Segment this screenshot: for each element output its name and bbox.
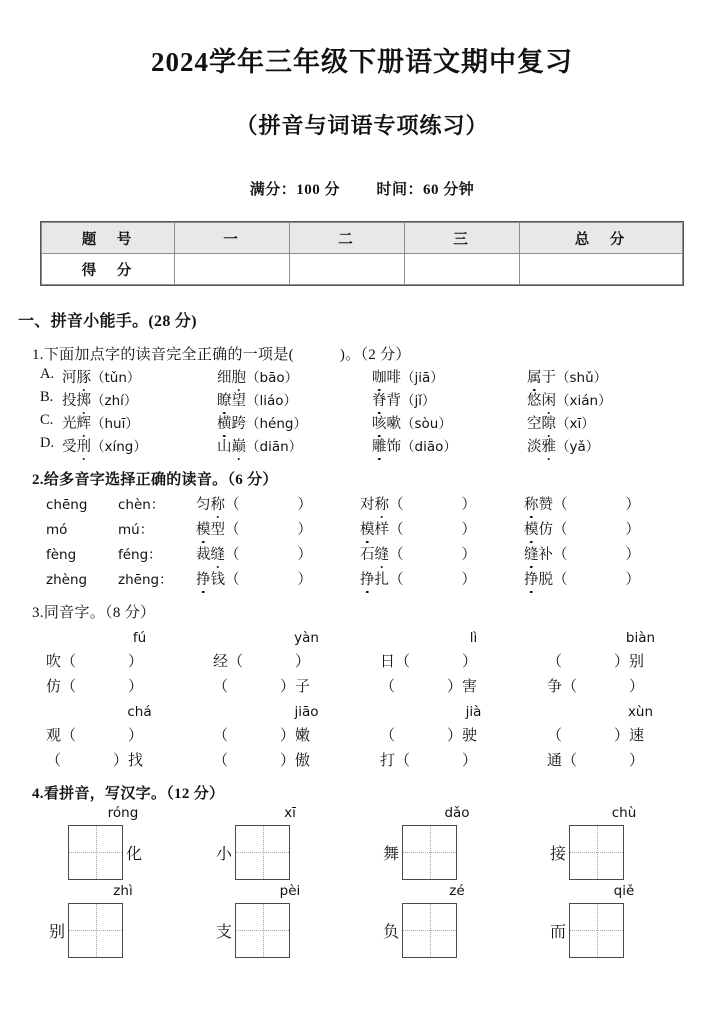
blank-post: ）害 xyxy=(447,679,478,695)
word-post: 型 xyxy=(210,522,225,538)
choice-row-b xyxy=(40,389,724,410)
score-table-col-2: 二 xyxy=(290,223,405,254)
blank-post: ）子 xyxy=(280,679,311,695)
blank-pre: （ xyxy=(380,679,396,695)
score-cell-total[interactable] xyxy=(520,254,683,285)
word-post: 跨 xyxy=(231,416,246,432)
write-char-cell xyxy=(374,823,541,881)
homophone-pinyin: xùn xyxy=(627,704,654,720)
word-pinyin: （jǐ） xyxy=(401,393,436,409)
write-char-pinyin: zé xyxy=(449,883,465,899)
polyphone-pinyin-1: fèng xyxy=(46,547,77,563)
choice-item xyxy=(527,435,682,456)
word-dotted-char: 咳 xyxy=(372,412,387,433)
homophone-blank[interactable] xyxy=(380,749,547,770)
word-dotted-char: 瞭 xyxy=(217,389,232,410)
blank-pre: （ xyxy=(547,728,563,744)
word-pre: 河 xyxy=(62,370,77,386)
blank-post: ）嫩 xyxy=(280,728,311,744)
homophone-pinyin: jià xyxy=(465,704,482,720)
homophone-blank[interactable] xyxy=(213,675,380,696)
word-pre: 受 xyxy=(62,439,77,455)
word-dotted-char: 属 xyxy=(527,366,542,387)
choice-item xyxy=(527,366,682,387)
word-post: 赞 xyxy=(538,497,553,513)
blank-post: ）驶 xyxy=(447,728,478,744)
score-cell-1[interactable] xyxy=(175,254,290,285)
word-dotted-char: 缝 xyxy=(211,543,226,564)
word-pre: 山 xyxy=(217,439,232,455)
choice-item xyxy=(372,389,527,410)
blank-pre: （ xyxy=(213,679,229,695)
page-title: 2024学年三年级下册语文期中复习 xyxy=(151,47,573,77)
table-row xyxy=(42,254,683,285)
blank-pre: （ xyxy=(380,728,396,744)
homophone-pinyin: yàn xyxy=(294,630,319,646)
homophone-blank[interactable] xyxy=(547,650,714,671)
word-dotted-char: 挣 xyxy=(524,568,539,589)
write-char-pinyin: pèi xyxy=(279,883,301,899)
homophone-pinyin: jiāo xyxy=(294,704,319,720)
word-pre: 裁 xyxy=(196,547,211,563)
write-char-cell xyxy=(541,901,708,959)
write-char-pinyin-row xyxy=(40,805,724,821)
character-grid-box[interactable] xyxy=(68,825,123,880)
polyphone-pinyin-2: mú： xyxy=(118,522,154,538)
polyphone-pinyin-2: chèn： xyxy=(118,497,165,513)
polyphone-word[interactable]: 裁缝（ ） xyxy=(196,543,360,564)
word-pre: 淡 xyxy=(527,439,542,455)
write-char-cell xyxy=(374,883,541,899)
homophone-blank[interactable] xyxy=(213,650,380,671)
write-char-pinyin: róng xyxy=(107,805,139,821)
write-char-pinyin: xī xyxy=(284,805,296,821)
blank-post: ）傲 xyxy=(280,753,311,769)
homophone-blank[interactable] xyxy=(46,724,213,745)
polyphone-row xyxy=(46,493,724,514)
word-dotted-char: 模 xyxy=(360,518,375,539)
character-grid-box[interactable] xyxy=(68,903,123,958)
word-pinyin: （huī） xyxy=(91,416,139,432)
score-table-col-total: 总 分 xyxy=(520,223,683,254)
polyphone-word[interactable]: 挣钱（ ） xyxy=(196,568,360,589)
character-grid-box[interactable] xyxy=(235,903,290,958)
homophone-pinyin: chá xyxy=(127,704,152,720)
choice-item xyxy=(62,435,217,456)
choice-row-c xyxy=(40,412,724,433)
polyphone-word[interactable]: 称赞（ ） xyxy=(524,493,688,514)
homophone-pinyin-row xyxy=(56,704,724,720)
choice-item xyxy=(217,435,372,456)
choice-item xyxy=(217,366,372,387)
polyphone-word[interactable]: 模型（ ） xyxy=(196,518,360,539)
write-char-cell xyxy=(40,805,207,821)
blank-post: ） xyxy=(128,728,144,744)
write-char-cell xyxy=(40,883,207,899)
polyphone-row xyxy=(46,518,724,539)
word-dotted-char: 咖 xyxy=(372,366,387,387)
word-post: 背 xyxy=(386,393,401,409)
blank-pre: 通（ xyxy=(547,753,578,769)
homophone-row xyxy=(46,650,724,671)
write-char-cell xyxy=(374,805,541,821)
write-char-pinyin: zhì xyxy=(113,883,133,899)
word-pinyin: （héng） xyxy=(246,416,307,432)
word-pre: 对 xyxy=(360,497,375,513)
word-dotted-char: 隙 xyxy=(542,412,557,433)
homophone-blank[interactable] xyxy=(46,650,213,671)
word-dotted-char: 横 xyxy=(217,412,232,433)
homophone-blank[interactable] xyxy=(46,675,213,696)
word-pre: 光 xyxy=(62,416,77,432)
word-dotted-char: 挣 xyxy=(360,568,375,589)
write-char-prefix: 而 xyxy=(549,923,566,941)
blank-pre: 日（ xyxy=(380,654,411,670)
question-2-prompt: 2.给多音字选择正确的读音。（6 分） xyxy=(32,472,278,488)
page-subtitle: （拼音与词语专项练习） xyxy=(235,113,489,138)
blank-post: ）别 xyxy=(614,654,645,670)
word-pinyin: （tǔn） xyxy=(91,370,141,386)
word-dotted-char: 称 xyxy=(211,493,226,514)
polyphone-row xyxy=(46,543,724,564)
word-post: 样 xyxy=(374,522,389,538)
word-dotted-char: 称 xyxy=(524,493,539,514)
choice-item xyxy=(217,389,372,410)
word-dotted-char: 挣 xyxy=(196,568,211,589)
write-char-pinyin: chù xyxy=(611,805,637,821)
homophone-row xyxy=(46,724,724,745)
choice-label-a: A. xyxy=(40,366,55,382)
word-dotted-char: 胞 xyxy=(232,366,247,387)
question-4-prompt: 4.看拼音，写汉字。（12 分） xyxy=(32,786,225,802)
blank-pre: （ xyxy=(46,753,62,769)
choice-item xyxy=(217,412,372,433)
homophone-blank[interactable] xyxy=(380,675,547,696)
write-char-pinyin: qiě xyxy=(613,883,635,899)
polyphone-pinyin-2: zhēng： xyxy=(118,572,173,588)
question-3-prompt: 3.同音字。（8 分） xyxy=(32,605,156,621)
word-post: 仿 xyxy=(538,522,553,538)
choice-item xyxy=(62,389,217,410)
word-post: 扎 xyxy=(374,572,389,588)
word-dotted-char: 巅 xyxy=(232,435,247,456)
choice-item xyxy=(372,412,527,433)
word-pinyin: （yǎ） xyxy=(556,439,600,455)
score-cell-2[interactable] xyxy=(290,254,405,285)
write-char-cell xyxy=(374,901,541,959)
blank-pre: （ xyxy=(213,728,229,744)
polyphone-word[interactable]: 石缝（ ） xyxy=(360,543,524,564)
word-dotted-char: 刑 xyxy=(77,435,92,456)
full-score-text: 满分：100 分 xyxy=(249,182,340,198)
word-post: 钱 xyxy=(210,572,225,588)
homophone-blank[interactable] xyxy=(213,724,380,745)
homophone-blank[interactable] xyxy=(380,724,547,745)
write-char-cell xyxy=(207,883,374,899)
word-post: 啡 xyxy=(386,370,401,386)
write-char-cell xyxy=(541,883,708,899)
word-pre: 空 xyxy=(527,416,542,432)
blank-pre: 打（ xyxy=(380,753,411,769)
write-char-cell xyxy=(207,805,374,821)
homophone-pinyin-row xyxy=(56,630,724,646)
polyphone-word[interactable]: 模样（ ） xyxy=(360,518,524,539)
word-dotted-char: 缝 xyxy=(375,543,390,564)
word-pinyin: （xíng） xyxy=(91,439,147,455)
blank-post: ） xyxy=(462,654,478,670)
question-1-prompt: 1.下面加点字的读音完全正确的一项是( )。（2 分） xyxy=(32,347,411,363)
blank-post: ）速 xyxy=(614,728,645,744)
word-post: 脱 xyxy=(538,572,553,588)
blank-pre: 仿（ xyxy=(46,679,77,695)
character-grid-box[interactable] xyxy=(569,825,624,880)
word-post: 于 xyxy=(541,370,556,386)
homophone-pinyin: fú xyxy=(132,630,147,646)
word-dotted-char: 脊 xyxy=(372,389,387,410)
word-dotted-char: 模 xyxy=(524,518,539,539)
score-table xyxy=(40,221,684,286)
write-char-cell xyxy=(207,901,374,959)
table-row xyxy=(42,223,683,254)
blank-pre: （ xyxy=(213,753,229,769)
blank-post: ）找 xyxy=(113,753,144,769)
choice-item xyxy=(527,389,682,410)
homophone-blank[interactable] xyxy=(547,724,714,745)
write-char-suffix: 化 xyxy=(125,845,142,863)
word-pinyin: （xián） xyxy=(556,393,612,409)
polyphone-pinyin-2: féng： xyxy=(118,547,162,563)
write-char-pinyin-row xyxy=(40,883,724,899)
choice-label-d: D. xyxy=(40,435,55,451)
polyphone-pinyin-1: chēng xyxy=(46,497,88,513)
blank-pre: （ xyxy=(547,654,563,670)
blank-pre: 争（ xyxy=(547,679,578,695)
score-cell-3[interactable] xyxy=(405,254,520,285)
score-table-col-1: 一 xyxy=(175,223,290,254)
word-dotted-char: 雕 xyxy=(372,435,387,456)
word-post: 补 xyxy=(538,547,553,563)
write-char-box-row xyxy=(40,823,724,881)
word-pre: 匀 xyxy=(196,497,211,513)
blank-post: ） xyxy=(462,753,478,769)
homophone-blank[interactable] xyxy=(547,749,714,770)
section-heading-1: 一、拼音小能手。(28 分) xyxy=(18,313,197,330)
choice-item xyxy=(62,412,217,433)
polyphone-word[interactable]: 模仿（ ） xyxy=(524,518,688,539)
write-char-cell xyxy=(207,823,374,881)
word-pinyin: （liáo） xyxy=(246,393,298,409)
score-table-label-score: 得 分 xyxy=(42,254,175,285)
word-pre: 投 xyxy=(62,393,77,409)
word-dotted-char: 掷 xyxy=(77,389,92,410)
homophone-pinyin: biàn xyxy=(625,630,656,646)
exam-meta xyxy=(0,140,724,199)
word-post: 嗽 xyxy=(386,416,401,432)
blank-post: ） xyxy=(128,679,144,695)
word-pinyin: （bāo） xyxy=(246,370,299,386)
score-table-col-3: 三 xyxy=(405,223,520,254)
choice-label-c: C. xyxy=(40,412,54,428)
word-pinyin: （sòu） xyxy=(401,416,452,432)
choice-label-b: B. xyxy=(40,389,54,405)
word-pinyin: （jiā） xyxy=(401,370,444,386)
polyphone-word[interactable]: 挣扎（ ） xyxy=(360,568,524,589)
character-grid-box[interactable] xyxy=(402,825,457,880)
word-post: 饰 xyxy=(386,439,401,455)
homophone-blank[interactable] xyxy=(380,650,547,671)
write-char-prefix: 舞 xyxy=(382,845,399,863)
choice-item xyxy=(372,435,527,456)
polyphone-word[interactable]: 对称（ ） xyxy=(360,493,524,514)
word-pinyin: （shǔ） xyxy=(556,370,608,386)
word-pinyin: （diān） xyxy=(246,439,303,455)
blank-pre: 经（ xyxy=(213,654,244,670)
word-pinyin: （xī） xyxy=(556,416,595,432)
word-pinyin: （diāo） xyxy=(401,439,457,455)
write-char-cell xyxy=(541,805,708,821)
write-char-prefix: 接 xyxy=(549,845,566,863)
write-char-cell xyxy=(541,823,708,881)
word-dotted-char: 模 xyxy=(196,518,211,539)
word-pre: 悠 xyxy=(527,393,542,409)
word-pre: 细 xyxy=(217,370,232,386)
write-char-cell xyxy=(40,901,207,959)
polyphone-word[interactable]: 缝补（ ） xyxy=(524,543,688,564)
word-dotted-char: 闲 xyxy=(542,389,557,410)
homophone-row xyxy=(46,675,724,696)
blank-pre: 吹（ xyxy=(46,654,77,670)
word-dotted-char: 辉 xyxy=(77,412,92,433)
word-dotted-char: 称 xyxy=(375,493,390,514)
blank-post: ） xyxy=(128,654,144,670)
write-char-cell xyxy=(40,823,207,881)
write-char-pinyin: dǎo xyxy=(444,805,470,821)
homophone-row xyxy=(46,749,724,770)
blank-post: ） xyxy=(295,654,311,670)
polyphone-pinyin-1: zhèng xyxy=(46,572,88,588)
polyphone-word[interactable]: 匀称（ ） xyxy=(196,493,360,514)
score-table-label-number: 题 号 xyxy=(42,223,175,254)
character-grid-box[interactable] xyxy=(402,903,457,958)
character-grid-box[interactable] xyxy=(569,903,624,958)
word-dotted-char: 缝 xyxy=(524,543,539,564)
homophone-blank[interactable] xyxy=(547,675,714,696)
write-char-prefix: 别 xyxy=(48,923,65,941)
choice-item xyxy=(527,412,682,433)
word-dotted-char: 雅 xyxy=(542,435,557,456)
blank-post: ） xyxy=(629,753,645,769)
word-pre: 石 xyxy=(360,547,375,563)
write-char-prefix: 支 xyxy=(215,923,232,941)
polyphone-pinyin-1: mó xyxy=(46,522,68,538)
choice-item xyxy=(372,366,527,387)
blank-pre: 观（ xyxy=(46,728,77,744)
time-limit-text: 时间：60 分钟 xyxy=(376,182,475,198)
write-char-box-row xyxy=(40,901,724,959)
choice-row-d xyxy=(40,435,724,456)
character-grid-box[interactable] xyxy=(235,825,290,880)
homophone-blank[interactable] xyxy=(46,749,213,770)
homophone-pinyin: lì xyxy=(469,630,478,646)
choice-item xyxy=(62,366,217,387)
blank-post: ） xyxy=(629,679,645,695)
word-dotted-char: 豚 xyxy=(77,366,92,387)
polyphone-row xyxy=(46,568,724,589)
word-post: 望 xyxy=(231,393,246,409)
homophone-blank[interactable] xyxy=(213,749,380,770)
word-pinyin: （zhí） xyxy=(91,393,138,409)
choice-row-a xyxy=(40,366,724,387)
polyphone-word[interactable]: 挣脱（ ） xyxy=(524,568,688,589)
write-char-prefix: 负 xyxy=(382,923,399,941)
write-char-prefix: 小 xyxy=(215,845,232,863)
